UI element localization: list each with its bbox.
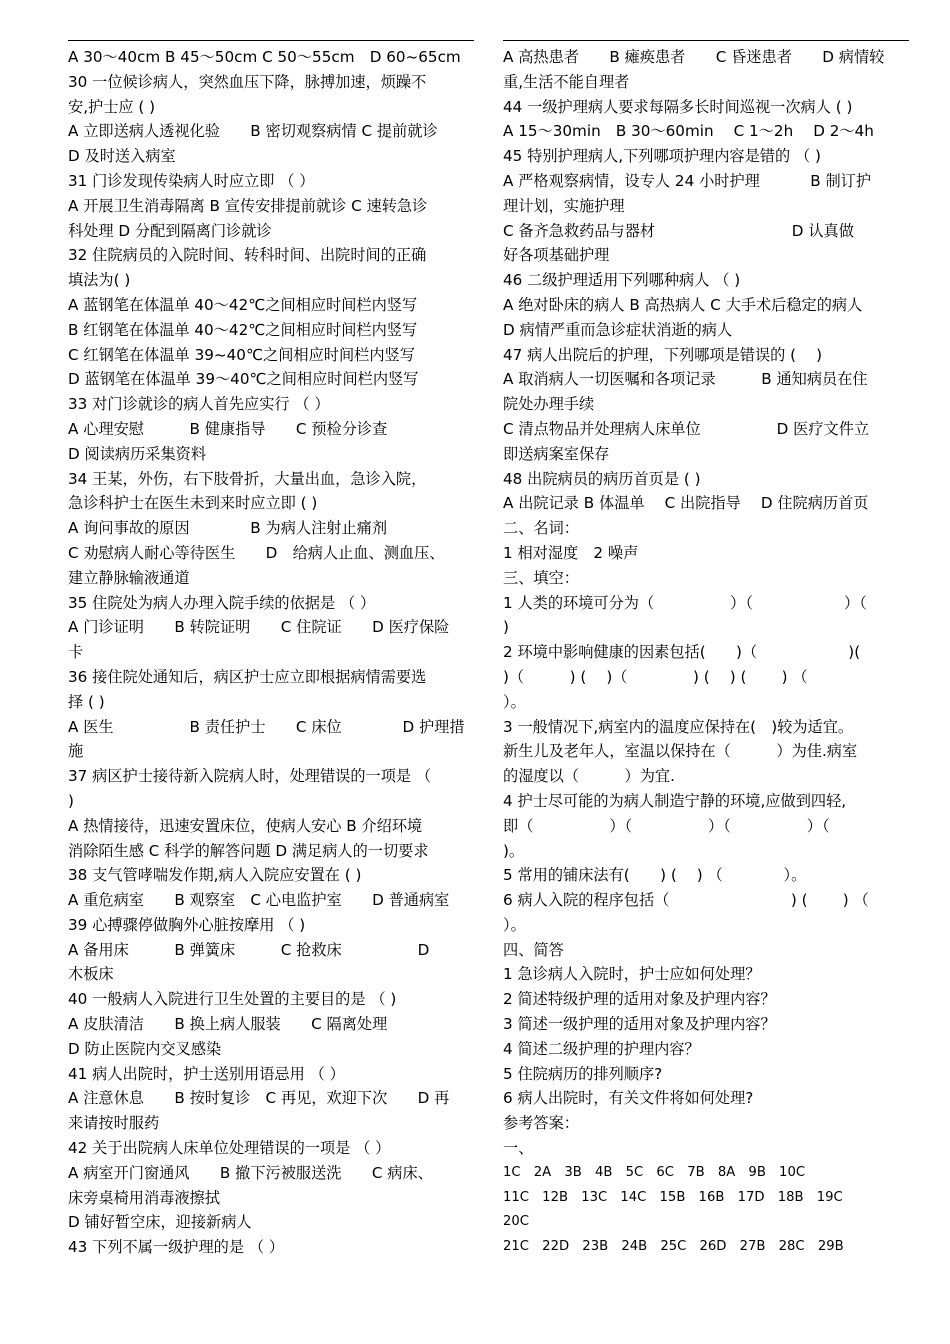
text-line: 6 病人出院时，有关文件将如何处理?	[503, 1089, 754, 1108]
text-line: 床旁桌椅用消毒液擦拭	[68, 1188, 220, 1207]
text-line: A 出院记录 B 体温单 C 出院指导 D 住院病历首页	[503, 494, 869, 513]
text-line: 三、填空：	[503, 568, 579, 587]
text-line: A 门诊证明 B 转院证明 C 住院证 D 医疗保险	[68, 618, 450, 637]
text-line: 20C	[503, 1214, 529, 1230]
text-line: ）。	[503, 692, 526, 711]
text-line: 即（ ）（ ）（ ）（	[503, 816, 830, 835]
text-line: 35 住院处为病人办理入院手续的依据是 （ ）	[68, 593, 376, 612]
text-line: 2 简述特级护理的适用对象及护理内容？	[503, 990, 776, 1009]
text-line: 39 心搏骤停做胸外心脏按摩用 （ )	[68, 915, 306, 934]
text-line: 建立静脉输液通道	[68, 568, 190, 587]
left-column	[68, 40, 474, 1260]
text-line: 重,生活不能自理者	[503, 72, 630, 91]
top-divider-left	[68, 40, 474, 41]
text-line: 30 一位候诊病人，突然血压下降，脉搏加速，烦躁不	[68, 72, 427, 91]
text-line: 41 病人出院时，护士送别用语忌用 （ ）	[68, 1064, 345, 1083]
text-line: 科处理 D 分配到隔离门诊就诊	[68, 221, 272, 240]
text-line: 47 病人出院后的护理，下列哪项是错误的 ( )	[503, 345, 823, 364]
left-text-block	[68, 45, 474, 1260]
text-line: 1 相对湿度 2 噪声	[503, 543, 639, 562]
text-line: A 皮肤清洁 B 换上病人服装 C 隔离处理	[68, 1015, 388, 1034]
text-line: )。	[503, 841, 525, 860]
right-text-block	[503, 45, 909, 1161]
text-line: 院处办理手续	[503, 395, 595, 414]
text-line: 四、简答	[503, 940, 564, 959]
text-line: A 取消病人一切医嘱和各项记录 B 通知病员在住	[503, 370, 868, 389]
text-line: 即送病案室保存	[503, 444, 610, 463]
text-line: )（ ) ( )（ ) ( ) ( ) （	[503, 667, 808, 686]
text-line: 4 护士尽可能的为病人制造宁静的环境,应做到四轻,	[503, 791, 847, 810]
text-line: A 严格观察病情，设专人 24 小时护理 B 制订护	[503, 171, 872, 190]
text-line: B 红钢笔在体温单 40～42℃之间相应时间栏内竖写	[68, 320, 418, 339]
text-line: 3 简述一级护理的适用对象及护理内容？	[503, 1015, 776, 1034]
text-line: 填法为( )	[68, 271, 131, 290]
text-line: 理计划，实施护理	[503, 196, 625, 215]
text-line: A 重危病室 B 观察室 C 心电监护室 D 普通病室	[68, 891, 450, 910]
text-line: 好各项基础护理	[503, 246, 610, 265]
text-line: A 医生 B 责任护士 C 床位 D 护理措	[68, 717, 465, 736]
text-line: 33 对门诊就诊的病人首先应实行 （ ）	[68, 395, 330, 414]
text-line: 34 王某，外伤，右下肢骨折，大量出血，急诊入院，	[68, 469, 427, 488]
text-line: A 病室开门窗通风 B 撤下污被服送洗 C 病床、	[68, 1163, 433, 1182]
text-line: 1 急诊病人入院时，护士应如何处理？	[503, 965, 761, 984]
text-line: A 绝对卧床的病人 B 高热病人 C 大手术后稳定的病人	[503, 295, 863, 314]
text-line: 42 关于出院病人床单位处理错误的一项是 （ ）	[68, 1139, 391, 1158]
text-line: C 劝慰病人耐心等待医生 D 给病人止血、测血压、	[68, 543, 445, 562]
text-line: 11C 12B 13C 14C 15B 16B 17D 18B 19C	[503, 1189, 843, 1205]
text-line: 择 ( )	[68, 692, 105, 711]
text-line: C 红钢笔在体温单 39~40℃之间相应时间栏内竖写	[68, 345, 415, 364]
text-line: D 铺好暂空床，迎接新病人	[68, 1213, 252, 1232]
text-line: )	[68, 791, 74, 810]
text-line: 5 常用的铺床法有( ) ( ) （ ）。	[503, 866, 807, 885]
text-line: )	[503, 618, 509, 637]
text-line: 40 一般病人入院进行卫生处置的主要目的是 （ )	[68, 990, 397, 1009]
text-line: D 蓝钢笔在体温单 39～40℃之间相应时间栏内竖写	[68, 370, 419, 389]
text-line: A 15～30min B 30～60min C 1～2h D 2～4h	[503, 122, 874, 141]
text-line: 44 一级护理病人要求每隔多长时间巡视一次病人 ( )	[503, 97, 853, 116]
text-line: 新生儿及老年人，室温以保持在（ ）为佳.病室	[503, 742, 858, 761]
top-divider-right	[503, 40, 909, 41]
text-line: D 及时送入病室	[68, 147, 176, 166]
text-line: 参考答案：	[503, 1114, 579, 1133]
text-line: A 30～40cm B 45～50cm C 50～55cm D 60~65cm	[68, 48, 461, 66]
text-line: 3 一般情况下,病室内的温度应保持在( )较为适宜。	[503, 717, 854, 736]
text-line: 36 接住院处通知后，病区护士应立即根据病情需要选	[68, 667, 427, 686]
text-line: 1 人类的环境可分为（ ）（ ）（	[503, 593, 867, 612]
text-line: 急诊科护士在医生未到来时应立即 ( )	[68, 494, 318, 513]
text-line: C 清点物品并处理病人床单位 D 医疗文件立	[503, 419, 870, 438]
text-line: 45 特别护理病人,下列哪项护理内容是错的 （ )	[503, 147, 821, 166]
text-line: 二、名词：	[503, 519, 579, 538]
text-line: A 询问事故的原因 B 为病人注射止痛剂	[68, 519, 388, 538]
text-line: 消除陌生感 C 科学的解答问题 D 满足病人的一切要求	[68, 841, 429, 860]
text-line: A 热情接待，迅速安置床位，使病人安心 B 介绍环境	[68, 816, 423, 835]
text-line: 37 病区护士接待新入院病人时，处理错误的一项是 （	[68, 767, 432, 786]
text-line: 21C 22D 23B 24B 25C 26D 27B 28C 29B	[503, 1239, 844, 1255]
text-line: D 病情严重而急诊症状消逝的病人	[503, 320, 733, 339]
text-line: 32 住院病员的入院时间、转科时间、出院时间的正确	[68, 246, 427, 265]
text-line: D 防止医院内交叉感染	[68, 1039, 222, 1058]
text-line: 卡	[68, 643, 84, 662]
text-line: 2 环境中影响健康的因素包括( )（ )(	[503, 643, 861, 662]
text-line: 6 病人入院的程序包括（ ) ( ) （	[503, 891, 869, 910]
text-line: A 立即送病人透视化验 B 密切观察病情 C 提前就诊	[68, 122, 438, 141]
text-line: 施	[68, 742, 84, 761]
text-line: 的湿度以（ ）为宜.	[503, 767, 675, 786]
text-line: 一、	[503, 1139, 534, 1158]
text-line: C 备齐急救药品与器材 D 认真做	[503, 221, 854, 240]
text-line: 46 二级护理适用下列哪种病人 （ )	[503, 271, 741, 290]
text-line: A 蓝钢笔在体温单 40～42℃之间相应时间栏内竖写	[68, 295, 418, 314]
text-line: A 注意休息 B 按时复诊 C 再见，欢迎下次 D 再	[68, 1089, 450, 1108]
answer-key-block	[503, 1161, 909, 1260]
text-line: 来请按时服药	[68, 1114, 160, 1133]
text-line: A 备用床 B 弹簧床 C 抢救床 D	[68, 940, 430, 959]
text-line: 4 简述二级护理的护理内容？	[503, 1039, 700, 1058]
text-line: 48 出院病员的病历首页是 ( )	[503, 469, 701, 488]
right-column	[503, 40, 909, 1260]
text-line: 安,护士应 ( )	[68, 97, 156, 116]
text-line: 43 下列不属一级护理的是 （ ）	[68, 1238, 285, 1257]
text-line: 31 门诊发现传染病人时应立即 （ ）	[68, 171, 315, 190]
text-line: ）。	[503, 915, 526, 934]
text-line: 38 支气管哮喘发作期,病人入院应安置在 ( )	[68, 866, 362, 885]
text-line: A 心理安慰 B 健康指导 C 预检分诊查	[68, 419, 388, 438]
text-line: 木板床	[68, 965, 114, 984]
text-line: A 开展卫生消毒隔离 B 宣传安排提前就诊 C 速转急诊	[68, 196, 428, 215]
text-line: D 阅读病历采集资料	[68, 444, 207, 463]
text-line: 5 住院病历的排列顺序?	[503, 1064, 663, 1083]
text-line: A 高热患者 B 瘫痪患者 C 昏迷患者 D 病情较	[503, 48, 885, 66]
text-line: 1C 2A 3B 4B 5C 6C 7B 8A 9B 10C	[503, 1164, 806, 1180]
